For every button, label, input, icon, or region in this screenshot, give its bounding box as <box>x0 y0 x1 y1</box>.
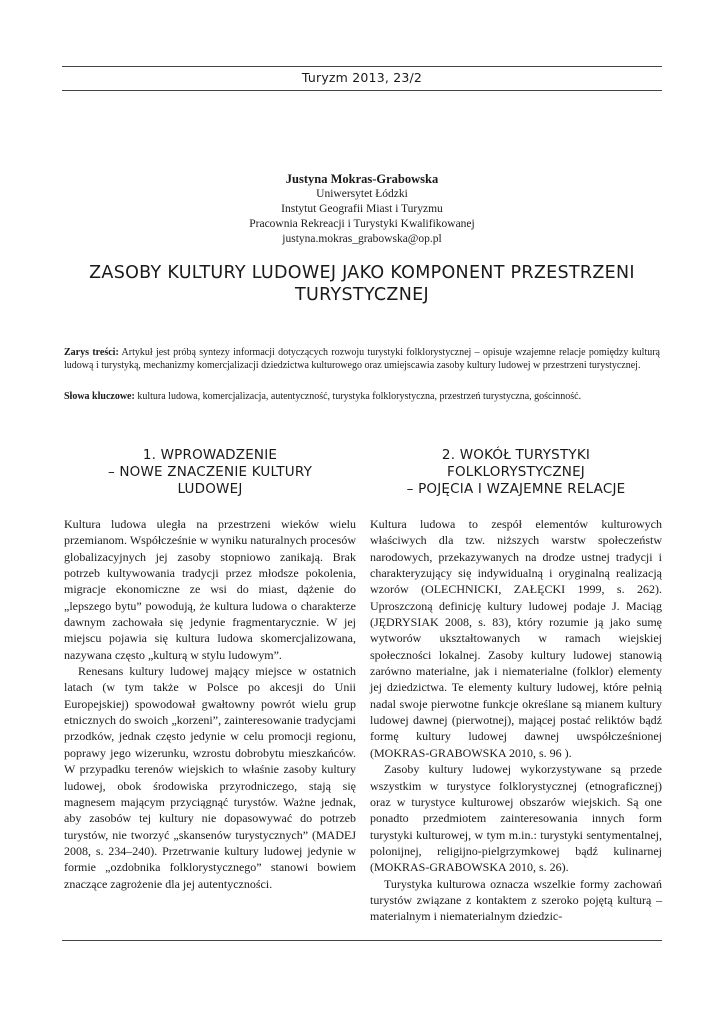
section-1-paragraph-2: Renesans kultury ludowej mający miejsce w ostatnich latach (w tym także w Polsce po akcesji do Unii Europejskiej) spowodował gwałtowny powrót wielu grup etnicznych do swoich „korzeni”, zainteresowanie tradycjami przodków, jednak często jedynie w celu promocji regionu, poprawy jego wizerunku, wzrostu dobrobytu mieszkańców. W przypadku terenów wiejskich to właśnie zasoby kultury ludowej, obok środowiska przyrodniczego, stają się magnesem mającym przyciągnąć turystów. Ważne jednak, aby zasobów tej kultury nie dopasowywać do potrzeb turystów, nie tworzyć „skansenów turystycznych” (MADEJ 2008, s. 234–240). Przetrwanie kultury ludowej jedynie w formie „ozdobnika folklorystycznego” stanowi bowiem znaczące zagrożenie dla jej autentyczności. <box>64 664 356 891</box>
paper-title-line-2: TURYSTYCZNEJ <box>295 285 429 305</box>
section-1-heading-line-1: 1. WPROWADZENIE <box>142 447 278 463</box>
section-2-heading-line-1: 2. WOKÓŁ TURYSTYKI <box>441 447 591 463</box>
abstract <box>64 346 660 372</box>
left-column <box>64 516 356 892</box>
section-2-paragraph-3: Turystyka kulturowa oznacza wszelkie formy zachowań turystów związane z kontaktem z szeroko pojętą kulturą – materialnym i niematerialnym dziedzic- <box>370 876 662 924</box>
journal-header: Turyzm 2013, 23/2 <box>301 70 423 85</box>
author-name: Justyna Mokras-Grabowska <box>285 172 439 186</box>
header-rule-top <box>62 66 662 67</box>
keywords-label: Słowa kluczowe: <box>64 391 135 402</box>
section-1-paragraph-1: Kultura ludowa uległa na przestrzeni wieków wielu przemianom. Współcześnie w wyniku naturalnych procesów globalizacyjnych jej zasoby stopniowo zanikają. Brak potrzeb kultywowania tradycji przez młodsze pokolenia, migracje ekonomiczne ze wsi do miast, dążenie do „lepszego bytu” powodują, że kultura ludowa o charakterze dawnym zachowała się jedynie fragmentarycznie. W jej miejscu pojawia się kultura ludowa skomercjalizowana, nazywana często „kulturą w stylu ludowym”. <box>64 517 356 662</box>
section-2-heading <box>370 447 662 498</box>
paper-title-line-1: ZASOBY KULTURY LUDOWEJ JAKO KOMPONENT PRZESTRZENI <box>89 263 635 283</box>
abstract-text: Artykuł jest próbą syntezy informacji dotyczących rozwoju turystyki folklorystycznej – opisuje wzajemne relacje pomiędzy kulturą ludową i turystyką, mechanizmy komercjalizacji dziedzictwa kulturowego oraz umiejscawia zasoby kultury ludowej w przestrzeni turystycznej. <box>64 347 660 371</box>
author-affiliation-university: Uniwersytet Łódzki <box>316 188 408 200</box>
section-1-heading-line-2: – NOWE ZNACZENIE KULTURY <box>107 464 313 480</box>
author-block <box>62 172 662 247</box>
abstract-label: Zarys treści: <box>64 347 119 358</box>
right-column <box>370 516 662 925</box>
author-email[interactable]: justyna.mokras_grabowska@op.pl <box>282 233 442 245</box>
author-affiliation-institute: Instytut Geografii Miast i Turyzmu <box>281 203 443 215</box>
section-2-heading-line-3: – POJĘCIA I WZAJEMNE RELACJE <box>406 481 626 497</box>
author-affiliation-lab: Pracownia Rekreacji i Turystyki Kwalifikowanej <box>249 218 475 230</box>
section-1-heading <box>64 447 356 498</box>
section-1-heading-line-3: LUDOWEJ <box>177 481 243 497</box>
paper-title <box>62 262 662 306</box>
footer-rule <box>62 940 662 941</box>
section-2-paragraph-2: Zasoby kultury ludowej wykorzystywane są przede wszystkim w turystyce folklorystycznej (etnograficznej) oraz w turystyce kulturowej obszarów wiejskich. Są one ponadto przedmiotem zainteresowania innych form turystyki kulturowej, w tym m.in.: turystyki sentymentalnej, polonijnej, religijno-pielgrzymkowej bądź kulinarnej (MOKRAS-GRABOWSKA 2010, s. 26). <box>370 762 662 875</box>
keywords <box>64 390 660 403</box>
section-2-heading-line-2: FOLKLORYSTYCZNEJ <box>446 464 585 480</box>
header-rule-bottom <box>62 90 662 91</box>
keywords-text: kultura ludowa, komercjalizacja, autentyczność, turystyka folklorystyczna, przestrzeń turystyczna, gościnność. <box>137 391 582 402</box>
section-2-paragraph-1: Kultura ludowa to zespół elementów kulturowych właściwych dla tzw. niższych warstw społeczeństw narodowych, przekazywanych na drodze ustnej tradycji i charakteryzujący się indywidualną i oryginalną realizacją wzorów (OLECHNICKI, ZAŁĘCKI 1999, s. 262). Uproszczoną definicję kultury ludowej podaje J. Maciąg (JĘDRYSIAK 2008, s. 83), który rozumie ją jako sumę wytworów ukształtowanych w ramach wiejskiej społeczności lokalnej. Zasoby kultury ludowej stanowią zarówno materialne, jak i niematerialne (folklor) elementy jej dziedzictwa. Te elementy kultury ludowej, które pełnią nadal swoje pierwotne funkcje określane są mianem kultury ludowej dawnej (pierwotnej), mającej postać reliktów bądź formę kultury ludowej dawnej uwspółcześnionej (MOKRAS-GRABOWSKA 2010, s. 96 ). <box>370 517 662 760</box>
